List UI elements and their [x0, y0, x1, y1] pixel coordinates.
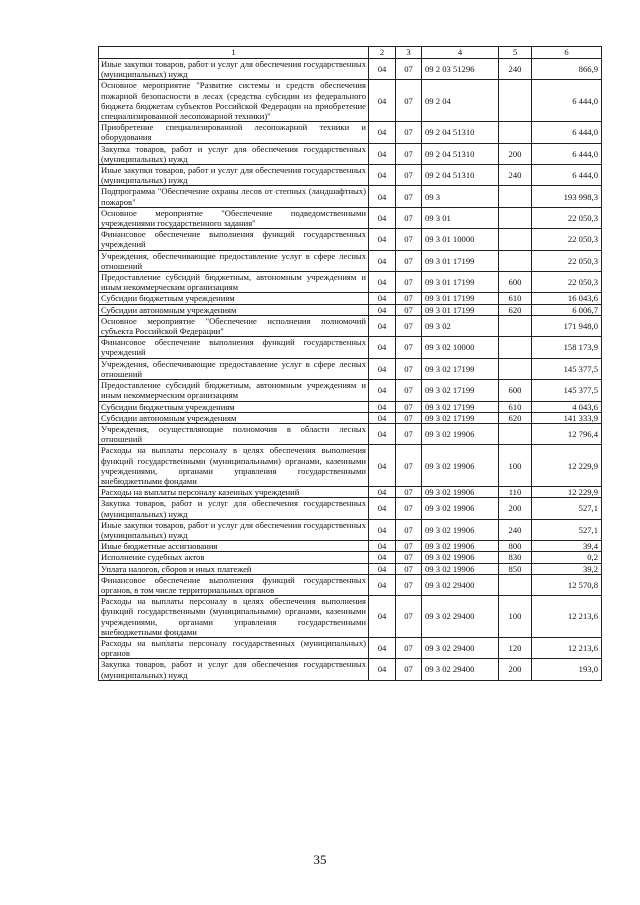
table-row [99, 59, 602, 80]
table-row [99, 487, 602, 498]
row-amount-cell: 12 213,6 [532, 596, 602, 638]
row-subsection-cell: 07 [396, 541, 422, 552]
row-name-cell: Субсидии бюджетным учреждениям [99, 293, 369, 304]
table-row [99, 659, 602, 680]
row-subsection-cell: 07 [396, 207, 422, 228]
table-row [99, 272, 602, 293]
row-amount-cell: 6 444,0 [532, 122, 602, 143]
row-subsection-cell: 07 [396, 143, 422, 164]
row-name-cell: Подпрограмма "Обеспечение охраны лесов от степных (ландшафтных) пожаров" [99, 186, 369, 207]
row-subsection-cell: 07 [396, 659, 422, 680]
row-target-article-cell: 09 3 02 29400 [422, 659, 499, 680]
row-amount-cell: 193,0 [532, 659, 602, 680]
row-section-cell: 04 [369, 229, 396, 250]
row-expense-type-cell [499, 80, 532, 122]
row-subsection-cell: 07 [396, 59, 422, 80]
row-section-cell: 04 [369, 186, 396, 207]
row-target-article-cell: 09 3 02 17199 [422, 358, 499, 379]
header-col-6: 6 [532, 47, 602, 59]
row-amount-cell: 12 213,6 [532, 637, 602, 658]
row-subsection-cell: 07 [396, 250, 422, 271]
row-subsection-cell: 07 [396, 315, 422, 336]
row-subsection-cell: 07 [396, 165, 422, 186]
row-target-article-cell: 09 3 01 [422, 207, 499, 228]
row-name-cell: Расходы на выплаты персоналу в целях обеспечения выполнения функций государственными (муниципальными) органами, казенными учреждениями, органами управления государственными внебюджетными фондами [99, 445, 369, 487]
row-section-cell: 04 [369, 272, 396, 293]
row-expense-type-cell: 110 [499, 487, 532, 498]
row-target-article-cell: 09 3 02 17199 [422, 401, 499, 412]
row-subsection-cell: 07 [396, 637, 422, 658]
row-subsection-cell: 07 [396, 304, 422, 315]
row-amount-cell: 527,1 [532, 498, 602, 519]
row-subsection-cell: 07 [396, 337, 422, 358]
row-expense-type-cell [499, 250, 532, 271]
row-name-cell: Приобретение специализированной лесопожарной техники и оборудования [99, 122, 369, 143]
row-expense-type-cell: 200 [499, 659, 532, 680]
row-section-cell: 04 [369, 337, 396, 358]
row-section-cell: 04 [369, 637, 396, 658]
row-amount-cell: 12 229,9 [532, 487, 602, 498]
row-expense-type-cell [499, 315, 532, 336]
row-amount-cell: 22 050,3 [532, 207, 602, 228]
row-amount-cell: 12 796,4 [532, 423, 602, 444]
row-name-cell: Финансовое обеспечение выполнения функций государственных органов, в том числе территориальных органов [99, 574, 369, 595]
row-expense-type-cell [499, 358, 532, 379]
table-row [99, 380, 602, 401]
row-target-article-cell: 09 3 02 19906 [422, 541, 499, 552]
row-name-cell: Закупка товаров, работ и услуг для обеспечения государственных (муниципальных) нужд [99, 498, 369, 519]
row-target-article-cell: 09 3 01 10000 [422, 229, 499, 250]
row-expense-type-cell: 830 [499, 552, 532, 563]
row-target-article-cell: 09 3 01 17199 [422, 250, 499, 271]
row-section-cell: 04 [369, 552, 396, 563]
row-expense-type-cell: 100 [499, 445, 532, 487]
row-amount-cell: 39,2 [532, 563, 602, 574]
row-target-article-cell: 09 3 02 17199 [422, 380, 499, 401]
row-section-cell: 04 [369, 358, 396, 379]
row-name-cell: Предоставление субсидий бюджетным, автономным учреждениям и иным некоммерческим организациям [99, 272, 369, 293]
row-name-cell: Исполнение судебных актов [99, 552, 369, 563]
row-expense-type-cell: 610 [499, 401, 532, 412]
table-row [99, 207, 602, 228]
row-expense-type-cell [499, 229, 532, 250]
row-name-cell: Основное мероприятие "Развитие системы и средств обеспечения пожарной безопасности в лесах (средства субсидии из федерального бюджета бюджетам субъектов Российской Федерации на приобретение специализированной лесопожарной техники)" [99, 80, 369, 122]
row-subsection-cell: 07 [396, 596, 422, 638]
row-section-cell: 04 [369, 315, 396, 336]
table-row [99, 596, 602, 638]
row-target-article-cell: 09 3 02 29400 [422, 637, 499, 658]
row-expense-type-cell: 620 [499, 412, 532, 423]
header-col-4: 4 [422, 47, 499, 59]
row-target-article-cell: 09 3 02 19906 [422, 498, 499, 519]
row-target-article-cell: 09 3 01 17199 [422, 304, 499, 315]
row-subsection-cell: 07 [396, 552, 422, 563]
row-target-article-cell: 09 3 02 19906 [422, 487, 499, 498]
header-row [99, 47, 602, 59]
row-target-article-cell: 09 2 04 [422, 80, 499, 122]
row-section-cell: 04 [369, 207, 396, 228]
table-row [99, 80, 602, 122]
row-section-cell: 04 [369, 380, 396, 401]
row-name-cell: Иные бюджетные ассигнования [99, 541, 369, 552]
row-section-cell: 04 [369, 659, 396, 680]
row-subsection-cell: 07 [396, 487, 422, 498]
row-name-cell: Расходы на выплаты персоналу государственных (муниципальных) органов [99, 637, 369, 658]
row-section-cell: 04 [369, 293, 396, 304]
row-amount-cell: 866,9 [532, 59, 602, 80]
row-subsection-cell: 07 [396, 358, 422, 379]
row-amount-cell: 145 377,5 [532, 358, 602, 379]
row-expense-type-cell: 200 [499, 498, 532, 519]
table-row [99, 165, 602, 186]
row-name-cell: Основное мероприятие "Обеспечение исполнения полномочий субъекта Российской Федерации" [99, 315, 369, 336]
row-target-article-cell: 09 2 04 51310 [422, 122, 499, 143]
row-section-cell: 04 [369, 498, 396, 519]
row-section-cell: 04 [369, 165, 396, 186]
row-section-cell: 04 [369, 412, 396, 423]
row-section-cell: 04 [369, 122, 396, 143]
row-subsection-cell: 07 [396, 563, 422, 574]
row-name-cell: Основное мероприятие "Обеспечение подведомственными учреждениями государственного задания" [99, 207, 369, 228]
row-section-cell: 04 [369, 596, 396, 638]
table-row [99, 423, 602, 444]
row-target-article-cell: 09 3 01 17199 [422, 293, 499, 304]
page-number: 35 [313, 852, 327, 867]
budget-table-page [98, 46, 601, 681]
table-row [99, 445, 602, 487]
row-subsection-cell: 07 [396, 272, 422, 293]
table-row [99, 186, 602, 207]
table-row [99, 574, 602, 595]
row-amount-cell: 6 006,7 [532, 304, 602, 315]
row-expense-type-cell: 100 [499, 596, 532, 638]
budget-table [98, 46, 602, 681]
table-row [99, 552, 602, 563]
row-section-cell: 04 [369, 487, 396, 498]
row-expense-type-cell [499, 122, 532, 143]
row-target-article-cell: 09 3 02 19906 [422, 552, 499, 563]
row-subsection-cell: 07 [396, 380, 422, 401]
row-section-cell: 04 [369, 423, 396, 444]
header-col-1: 1 [99, 47, 369, 59]
row-amount-cell: 22 050,3 [532, 250, 602, 271]
row-target-article-cell: 09 3 02 29400 [422, 596, 499, 638]
row-target-article-cell: 09 3 01 17199 [422, 272, 499, 293]
table-row [99, 143, 602, 164]
row-expense-type-cell [499, 423, 532, 444]
row-subsection-cell: 07 [396, 412, 422, 423]
table-row [99, 412, 602, 423]
row-subsection-cell: 07 [396, 122, 422, 143]
row-subsection-cell: 07 [396, 293, 422, 304]
row-name-cell: Субсидии автономным учреждениям [99, 304, 369, 315]
row-amount-cell: 158 173,9 [532, 337, 602, 358]
row-expense-type-cell [499, 186, 532, 207]
row-name-cell: Учреждения, осуществляющие полномочия в области лесных отношений [99, 423, 369, 444]
row-section-cell: 04 [369, 80, 396, 122]
row-target-article-cell: 09 3 02 [422, 315, 499, 336]
row-expense-type-cell: 240 [499, 165, 532, 186]
row-expense-type-cell: 600 [499, 380, 532, 401]
row-name-cell: Субсидии бюджетным учреждениям [99, 401, 369, 412]
row-section-cell: 04 [369, 143, 396, 164]
row-subsection-cell: 07 [396, 574, 422, 595]
row-subsection-cell: 07 [396, 80, 422, 122]
row-name-cell: Закупка товаров, работ и услуг для обеспечения государственных (муниципальных) нужд [99, 143, 369, 164]
row-amount-cell: 141 333,9 [532, 412, 602, 423]
row-amount-cell: 22 050,3 [532, 229, 602, 250]
row-section-cell: 04 [369, 445, 396, 487]
row-name-cell: Учреждения, обеспечивающие предоставление услуг в сфере лесных отношений [99, 358, 369, 379]
row-name-cell: Учреждения, обеспечивающие предоставление услуг в сфере лесных отношений [99, 250, 369, 271]
row-section-cell: 04 [369, 574, 396, 595]
row-amount-cell: 4 043,6 [532, 401, 602, 412]
row-subsection-cell: 07 [396, 498, 422, 519]
row-expense-type-cell: 850 [499, 563, 532, 574]
row-section-cell: 04 [369, 519, 396, 540]
row-name-cell: Иные закупки товаров, работ и услуг для обеспечения государственных (муниципальных) нужд [99, 59, 369, 80]
header-col-2: 2 [369, 47, 396, 59]
row-subsection-cell: 07 [396, 229, 422, 250]
row-section-cell: 04 [369, 250, 396, 271]
row-subsection-cell: 07 [396, 445, 422, 487]
row-name-cell: Иные закупки товаров, работ и услуг для обеспечения государственных (муниципальных) нужд [99, 165, 369, 186]
row-target-article-cell: 09 3 02 19906 [422, 563, 499, 574]
row-amount-cell: 145 377,5 [532, 380, 602, 401]
row-expense-type-cell: 200 [499, 143, 532, 164]
row-expense-type-cell: 620 [499, 304, 532, 315]
table-row [99, 293, 602, 304]
row-expense-type-cell: 800 [499, 541, 532, 552]
table-row [99, 122, 602, 143]
row-subsection-cell: 07 [396, 186, 422, 207]
row-section-cell: 04 [369, 563, 396, 574]
row-amount-cell: 0,2 [532, 552, 602, 563]
row-target-article-cell: 09 3 02 29400 [422, 574, 499, 595]
table-row [99, 563, 602, 574]
row-target-article-cell: 09 3 [422, 186, 499, 207]
row-amount-cell: 6 444,0 [532, 143, 602, 164]
table-row [99, 541, 602, 552]
row-section-cell: 04 [369, 59, 396, 80]
row-subsection-cell: 07 [396, 423, 422, 444]
row-target-article-cell: 09 3 02 17199 [422, 412, 499, 423]
row-expense-type-cell: 240 [499, 59, 532, 80]
row-amount-cell: 6 444,0 [532, 165, 602, 186]
row-name-cell: Субсидии автономным учреждениям [99, 412, 369, 423]
table-row [99, 337, 602, 358]
row-expense-type-cell: 120 [499, 637, 532, 658]
table-row [99, 315, 602, 336]
row-name-cell: Расходы на выплаты персоналу казенных учреждений [99, 487, 369, 498]
table-row [99, 229, 602, 250]
row-target-article-cell: 09 2 04 51310 [422, 143, 499, 164]
row-name-cell: Предоставление субсидий бюджетным, автономным учреждениям и иным некоммерческим организациям [99, 380, 369, 401]
row-target-article-cell: 09 3 02 10000 [422, 337, 499, 358]
header-col-3: 3 [396, 47, 422, 59]
row-subsection-cell: 07 [396, 519, 422, 540]
row-name-cell: Иные закупки товаров, работ и услуг для обеспечения государственных (муниципальных) нужд [99, 519, 369, 540]
row-subsection-cell: 07 [396, 401, 422, 412]
row-target-article-cell: 09 3 02 19906 [422, 445, 499, 487]
row-amount-cell: 527,1 [532, 519, 602, 540]
row-section-cell: 04 [369, 401, 396, 412]
row-name-cell: Расходы на выплаты персоналу в целях обеспечения выполнения функций государственными (муниципальными) органами, казенными учреждениями, органами управления государственными внебюджетными фондами [99, 596, 369, 638]
row-expense-type-cell: 610 [499, 293, 532, 304]
row-expense-type-cell: 240 [499, 519, 532, 540]
row-name-cell: Закупка товаров, работ и услуг для обеспечения государственных (муниципальных) нужд [99, 659, 369, 680]
row-name-cell: Финансовое обеспечение выполнения функций государственных учреждений [99, 229, 369, 250]
row-expense-type-cell: 600 [499, 272, 532, 293]
table-row [99, 358, 602, 379]
row-section-cell: 04 [369, 541, 396, 552]
table-row [99, 519, 602, 540]
row-target-article-cell: 09 3 02 19906 [422, 519, 499, 540]
table-row [99, 637, 602, 658]
table-row [99, 401, 602, 412]
row-amount-cell: 6 444,0 [532, 80, 602, 122]
header-col-5: 5 [499, 47, 532, 59]
row-amount-cell: 12 570,8 [532, 574, 602, 595]
row-expense-type-cell [499, 574, 532, 595]
row-target-article-cell: 09 3 02 19906 [422, 423, 499, 444]
row-target-article-cell: 09 2 04 51310 [422, 165, 499, 186]
table-row [99, 304, 602, 315]
row-amount-cell: 39,4 [532, 541, 602, 552]
row-name-cell: Финансовое обеспечение выполнения функций государственных учреждений [99, 337, 369, 358]
row-amount-cell: 193 998,3 [532, 186, 602, 207]
row-amount-cell: 171 948,0 [532, 315, 602, 336]
row-target-article-cell: 09 2 03 51296 [422, 59, 499, 80]
row-expense-type-cell [499, 337, 532, 358]
table-row [99, 498, 602, 519]
row-name-cell: Уплата налогов, сборов и иных платежей [99, 563, 369, 574]
row-section-cell: 04 [369, 304, 396, 315]
row-amount-cell: 16 043,6 [532, 293, 602, 304]
row-expense-type-cell [499, 207, 532, 228]
table-row [99, 250, 602, 271]
row-amount-cell: 12 229,9 [532, 445, 602, 487]
row-amount-cell: 22 050,3 [532, 272, 602, 293]
